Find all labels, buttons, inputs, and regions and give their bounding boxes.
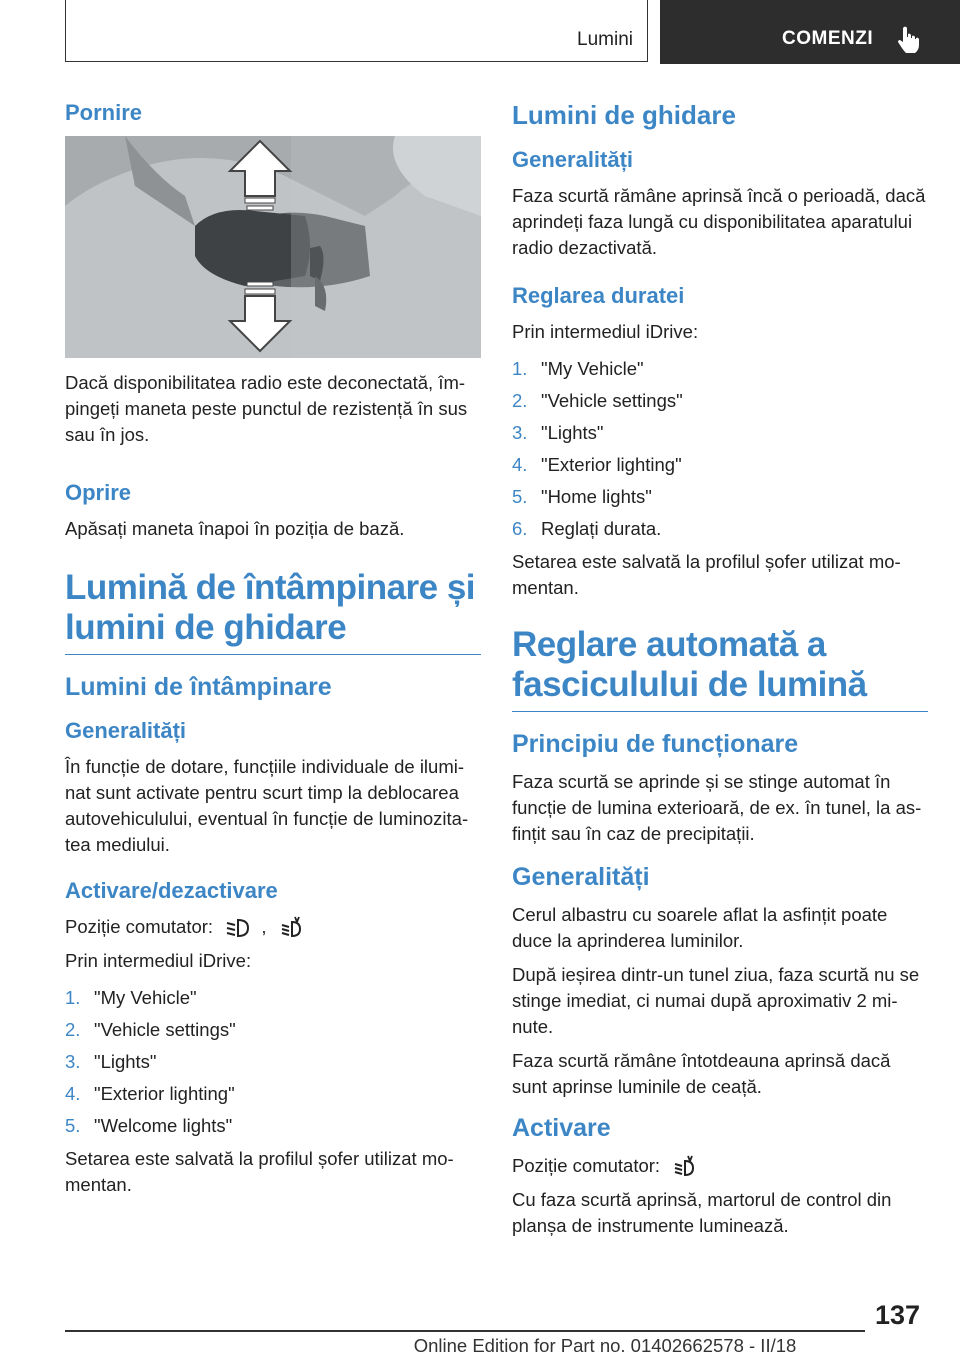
duration-idrive-text: Prin intermediul iDrive: [512,321,699,342]
footer-divider [65,1330,865,1332]
list-item: 1. "My Vehicle" [65,987,197,1009]
activare-switch-position [512,1153,928,1179]
guide-lights-title: Lumini de ghidare [512,100,736,130]
chapter-tab [660,0,960,64]
low-beam-icon [224,916,250,940]
list-item: 1. "My Vehicle" [512,358,644,379]
auto-light-icon [671,1155,697,1179]
saved-text: Setarea este salvată la profilul șofer utilizat momentan. [65,1148,454,1196]
page-header [65,0,960,64]
list-item: 2. "Vehicle settings" [512,390,683,411]
general2-text-1: Cerul albastru cu soarele aflat la asfințit poate duce la aprinderea luminilor. [512,904,888,951]
pointing-hand-icon [893,24,923,54]
list-item: 6. Reglați durata. [512,518,662,539]
list-item: 2. "Vehicle settings" [65,1019,236,1041]
list-item: 3. "Lights" [65,1051,157,1073]
section-tab [65,0,648,62]
auto-beam-title: Reglare automată a fasciculului de lumină [512,625,928,712]
activare-switch-label: Poziție comutator: [512,1155,661,1176]
general2-text-3: Faza scurtă rămâne întotdeauna aprinsă dacă sunt aprinse luminile de ceață. [512,1050,891,1097]
footer-edition-label: Online Edition for Part no. 01402662578 - II/18 [413,1335,797,1356]
right-column [512,100,928,1247]
switch-position [65,914,481,940]
activare-text: Cu faza scurtă aprinsă, martorul de control din planșa de instrumente luminează. [512,1189,892,1237]
guide-general-text: Faza scurtă rămâne aprinsă încă o perioadă, dacă aprindeți faza lungă cu disponibilitatea aparatului radio dezactivată. [512,185,926,258]
principle-text: Faza scurtă se aprinde și se stinge automat în funcție de lumina exterioară, de ex. în tunel, la asﬁnțit sau în caz de precipitații. [512,771,922,844]
activate-title: Activare/dezactivare [65,878,278,903]
guide-general-title: Generalități [512,147,634,172]
auto-light-icon [278,916,304,940]
list-item: 5. "Home lights" [512,486,652,507]
general2-title: Generalități [512,863,650,891]
general2-text-2: După ieșirea dintr-un tunel ziua, faza scurtă nu se stinge imediat, ci numai după aproximativ 2 minute. [512,964,920,1037]
list-item: 4. "Exterior lighting" [512,454,682,475]
general-title: Generalități [65,718,187,743]
switch-separator: , [261,916,267,937]
pornire-title: Pornire [65,100,143,125]
switch-position-label: Poziție comutator: [65,916,214,937]
page-number: 137 [875,1300,921,1330]
general-text: În funcție de dotare, funcțiile individuale de iluminat sunt activate pentru scurt timp la deblocarea autovehiculului, eventual în funcție de luminozitatea mediului. [65,756,469,855]
chapter-label: COMENZI [782,28,874,49]
principle-title: Principiu de funcționare [512,730,799,758]
welcome-lights-title: Lumini de întâmpinare [65,673,332,701]
activare-title: Activare [512,1114,611,1142]
list-item: 4. "Exterior lighting" [65,1083,235,1105]
section-label: Lumini [577,29,633,50]
duration-steps-list [512,353,928,545]
oprire-text: Apăsați maneta înapoi în poziția de bază. [65,518,405,539]
left-column [65,100,481,1206]
duration-saved-text: Setarea este salvată la profilul șofer utilizat momentan. [512,551,901,598]
pornire-text: Dacă disponibilitatea radio este deconectată, împingeți maneta peste punctul de rezistență în sus sau în jos. [65,372,468,445]
duration-title: Reglarea duratei [512,283,685,308]
stalk-lever-up-down-photo [65,136,481,358]
footer-edition [0,1335,960,1357]
idrive-text: Prin intermediul iDrive: [65,950,252,972]
oprire-title: Oprire [65,480,132,505]
welcome-steps-list [65,982,481,1142]
list-item: 5. "Welcome lights" [65,1115,233,1137]
main-section-title: Lumină de întâmpinare și lumini de ghidare [65,568,481,655]
list-item: 3. "Lights" [512,422,604,443]
